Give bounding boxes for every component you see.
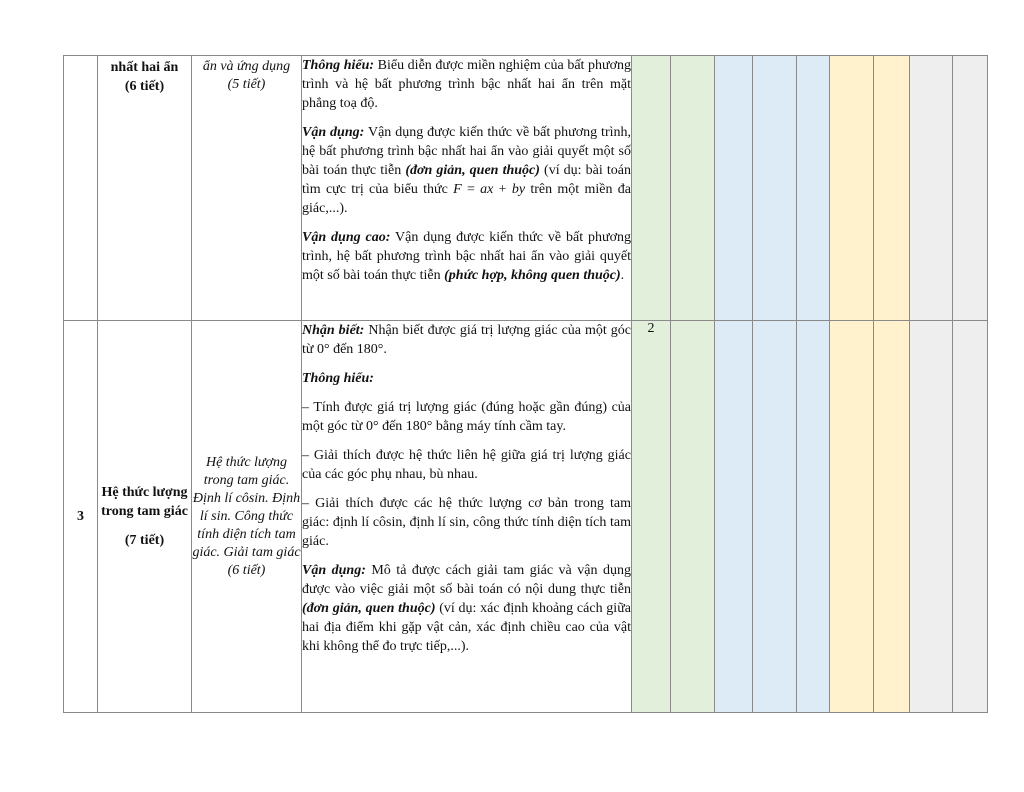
count-cell-vd-tl — [874, 321, 910, 713]
unit-hours: (6 tiết) — [227, 562, 266, 578]
requirement-emphasis: (phức hợp, không quen thuộc) — [444, 268, 621, 283]
row-number — [64, 56, 98, 321]
requirement-text: . — [620, 268, 625, 283]
unit-name: Hệ thức lượng trong tam giác. Định lí côsin. Định lí sin. Công thức tính diện tích tam giác. Giải tam giác — [192, 454, 301, 560]
topic-cell — [98, 56, 192, 321]
level-label: Thông hiểu: — [302, 371, 374, 386]
unit-hours: (5 tiết) — [227, 77, 266, 92]
requirement-text: Biểu diễn được miền nghiệm của bất phương trình và hệ bất phương trình bậc nhất hai ẩn trên mặt phẳng toạ độ. — [302, 58, 632, 111]
requirement-text: Vận dụng được kiến thức về bất phương trình, hệ bất phương trình bậc nhất hai ẩn vào giải quyết một số bài toán thực tiễn — [302, 125, 631, 178]
count-cell-vd-tnkq — [830, 321, 874, 713]
assessment-matrix-table — [63, 55, 988, 713]
count-cell-nb-tl — [671, 321, 715, 713]
requirement-text: – Tính được giá trị lượng giác (đúng hoặc gần đúng) của một góc từ 0° đến 180° bằng máy tính cầm tay. — [302, 400, 631, 434]
table-row — [64, 56, 988, 321]
count-cell-th-extra — [797, 321, 830, 713]
requirement-paragraph — [302, 228, 631, 285]
count-cell-th-tl — [753, 56, 797, 321]
requirement-paragraph — [302, 561, 631, 656]
unit-cell — [192, 321, 302, 713]
count-cell-th-tnkq — [715, 56, 753, 321]
requirement-emphasis: (đơn giản, quen thuộc) — [302, 601, 436, 616]
unit-cell — [192, 56, 302, 321]
topic-hours: (7 tiết) — [124, 533, 165, 548]
topic-cell — [98, 321, 192, 713]
requirement-paragraph — [302, 56, 631, 113]
requirement-text: trên một miền đa giác,...). — [302, 182, 631, 216]
math-symbol: ax — [480, 182, 494, 197]
level-label: Thông hiểu: — [302, 58, 375, 73]
requirement-text: – Giải thích được hệ thức liên hệ giữa giá trị lượng giác của các góc phụ nhau, bù nhau. — [302, 448, 631, 482]
requirement-paragraph — [302, 123, 631, 218]
math-symbol: F — [453, 182, 462, 197]
requirement-paragraph — [302, 494, 631, 551]
count-cell-vdc-tl — [953, 56, 988, 321]
count-cell-nb-tnkq — [632, 56, 671, 321]
requirement-text: + — [493, 182, 512, 197]
count-cell-nb-tnkq: 2 — [632, 321, 671, 713]
requirement-paragraph — [302, 369, 631, 388]
count-cell-nb-tl — [671, 56, 715, 321]
requirement-text: – Giải thích được các hệ thức lượng cơ bản trong tam giác: định lí côsin, định lí sin, công thức tính diện tích tam giác. — [302, 496, 631, 549]
requirement-text: (ví dụ: bài toán tìm cực trị của biểu thức — [302, 163, 631, 197]
count-cell-vd-tl — [874, 56, 910, 321]
topic-hours: (6 tiết) — [124, 79, 165, 94]
count-cell-th-extra — [797, 56, 830, 321]
count-cell-th-tnkq — [715, 321, 753, 713]
requirement-emphasis: (đơn giản, quen thuộc) — [405, 163, 540, 178]
requirement-text: Vận dụng được kiến thức về bất phương trình, hệ bất phương trình bậc nhất hai ẩn vào giải quyết một số bài toán thực tiễn — [302, 230, 631, 283]
requirement-paragraph — [302, 398, 631, 436]
level-label: Vận dụng cao: — [302, 230, 391, 245]
requirement-paragraph — [302, 321, 631, 359]
count-cell-vdc-tnkq — [910, 56, 953, 321]
requirement-text: Nhận biết được giá trị lượng giác của một góc từ 0° đến 180°. — [302, 323, 632, 357]
requirements-cell — [302, 56, 632, 321]
topic-name: nhất hai ẩn — [110, 60, 179, 75]
count-cell-vd-tnkq — [830, 56, 874, 321]
count-cell-th-tl — [753, 321, 797, 713]
requirement-paragraph — [302, 446, 631, 484]
level-label: Nhận biết: — [302, 323, 365, 338]
math-symbol: by — [511, 182, 526, 197]
requirements-cell — [302, 321, 632, 713]
level-label: Vận dụng: — [302, 125, 365, 140]
table-row — [64, 321, 988, 713]
requirement-text: = — [461, 182, 481, 197]
requirement-text: Mô tả được cách giải tam giác và vận dụng được vào việc giải một số bài toán có nội dung thực tiễn — [302, 563, 631, 597]
topic-name: Hệ thức lượng trong tam giác — [101, 485, 188, 519]
count-cell-vdc-tl — [953, 321, 988, 713]
unit-name: ẩn và ứng dụng — [202, 59, 291, 74]
count-cell-vdc-tnkq — [910, 321, 953, 713]
row-number: 3 — [64, 321, 98, 713]
level-label: Vận dụng: — [302, 563, 366, 578]
requirement-text: (ví dụ: xác định khoảng cách giữa hai địa điểm khi gặp vật cản, xác định chiều cao của vật khi không thể đo trực tiếp,...). — [302, 601, 632, 654]
